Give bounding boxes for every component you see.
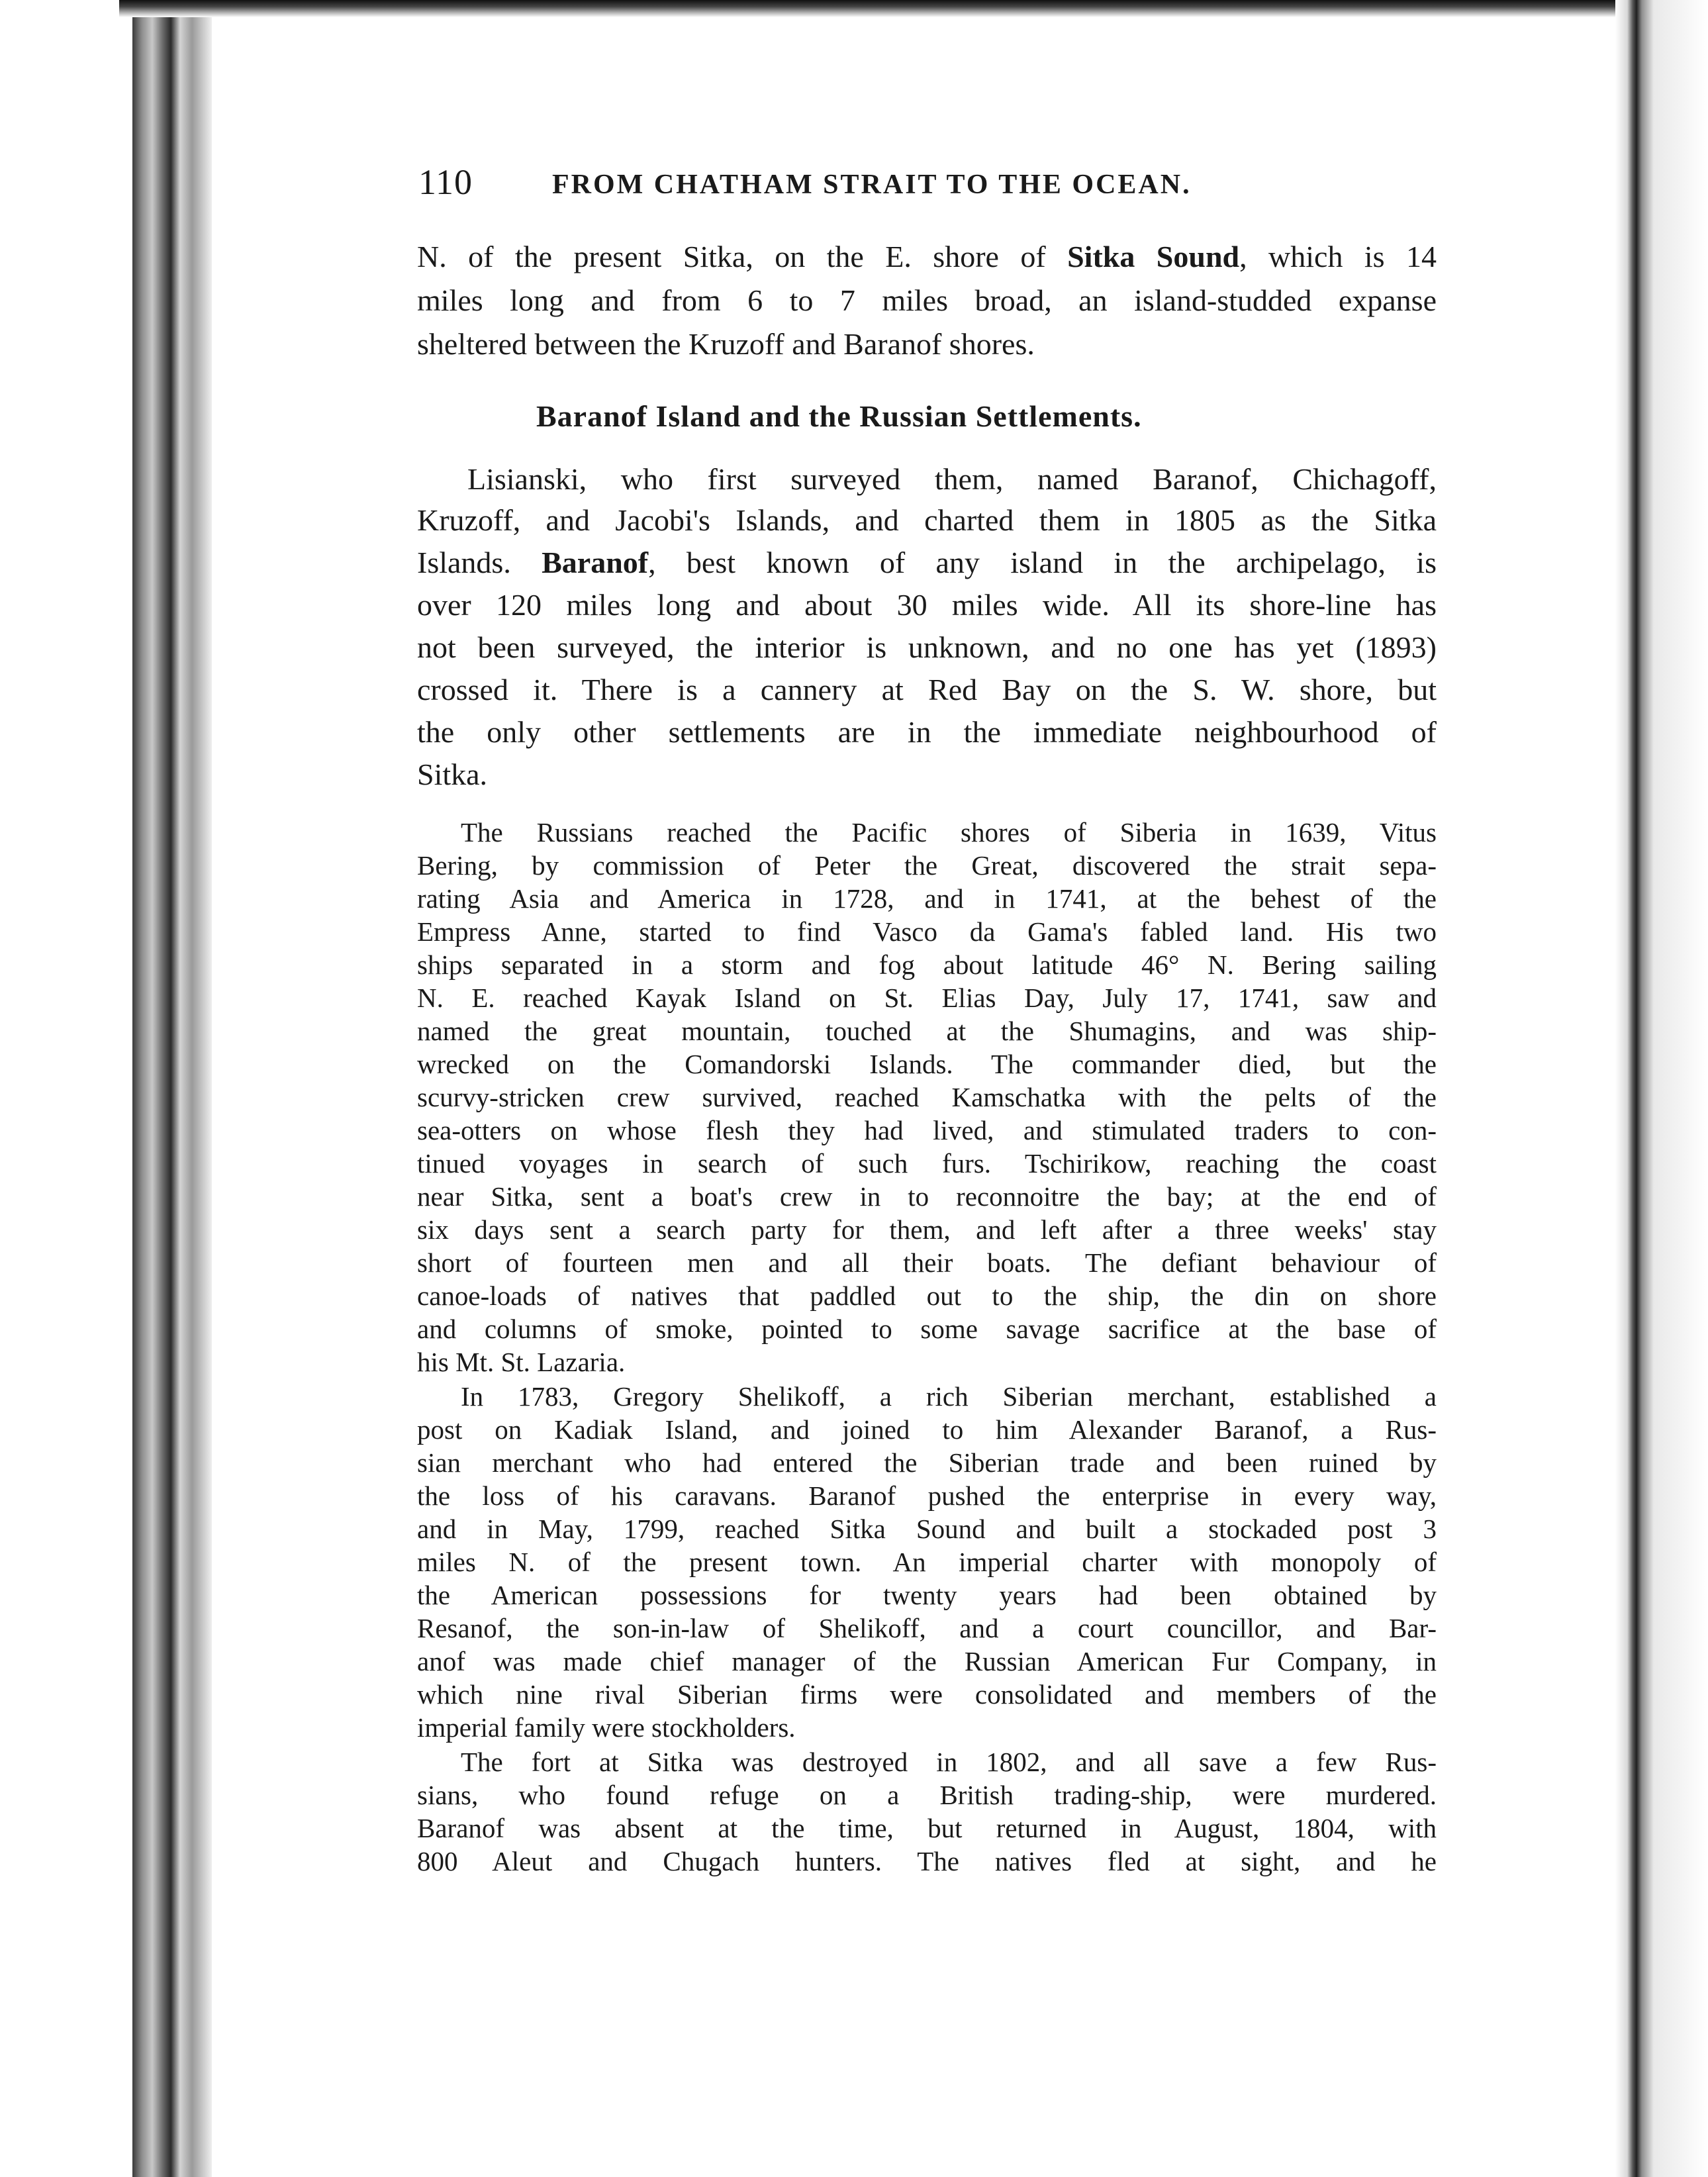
text-line: wrecked on the Comandorski Islands. The commander died, but the — [417, 1049, 1437, 1079]
text-line: the loss of his caravans. Baranof pushed the enterprise in every way, — [417, 1480, 1437, 1511]
text-line: the only other settlements are in the immediate neighbourhood of — [417, 715, 1437, 749]
text-line: miles long and from 6 to 7 miles broad, an island-studded expanse — [417, 283, 1437, 317]
text-line: miles N. of the present town. An imperial charter with monopoly of — [417, 1547, 1437, 1577]
text-line: sheltered between the Kruzoff and Baranof shores. — [417, 327, 1035, 361]
text-line: sian merchant who had entered the Siberian trade and been ruined by — [417, 1447, 1437, 1478]
text-line: and in May, 1799, reached Sitka Sound and built a stockaded post 3 — [417, 1514, 1437, 1544]
text-line: the American possessions for twenty years had been obtained by — [417, 1580, 1437, 1610]
text-line: rating Asia and America in 1728, and in 1741, at the behest of the — [417, 883, 1437, 914]
text-line: tinued voyages in search of such furs. Tschirikow, reaching the coast — [417, 1148, 1437, 1179]
text-line: canoe-loads of natives that paddled out to the ship, the din on shore — [417, 1281, 1437, 1311]
text-line: Kruzoff, and Jacobi's Islands, and charted them in 1805 as the Sitka — [417, 503, 1437, 537]
running-title: FROM CHATHAM STRAIT TO THE OCEAN. — [552, 169, 1192, 200]
text-line: N. E. reached Kayak Island on St. Elias Day, July 17, 1741, saw and — [417, 983, 1437, 1013]
text-line: named the great mountain, touched at the Shumagins, and was ship- — [417, 1016, 1437, 1046]
text-line: his Mt. St. Lazaria. — [417, 1347, 626, 1377]
text-line: post on Kadiak Island, and joined to him Alexander Baranof, a Rus- — [417, 1414, 1437, 1445]
text-line: Resanof, the son-in-law of Shelikoff, and a court councillor, and Bar- — [417, 1613, 1437, 1643]
text-line: The Russians reached the Pacific shores of Siberia in 1639, Vitus — [461, 817, 1437, 847]
text-line: near Sitka, sent a boat's crew in to reconnoitre the bay; at the end of — [417, 1181, 1437, 1212]
text-line: which nine rival Siberian firms were consolidated and members of the — [417, 1679, 1437, 1710]
text-line: Islands. Baranof, best known of any island in the archipelago, is — [417, 546, 1437, 579]
page-header — [418, 159, 1339, 205]
text-line: Sitka. — [417, 757, 488, 791]
text-line: sea-otters on whose flesh they had lived, and stimulated traders to con- — [417, 1115, 1437, 1145]
text-line: The fort at Sitka was destroyed in 1802, and all save a few Rus- — [461, 1747, 1437, 1777]
text-line: Baranof was absent at the time, but returned in August, 1804, with — [417, 1813, 1437, 1843]
text-line: crossed it. There is a cannery at Red Bay on the S. W. shore, but — [417, 673, 1437, 706]
text-line: anof was made chief manager of the Russian American Fur Company, in — [417, 1646, 1437, 1676]
text-line: In 1783, Gregory Shelikoff, a rich Siberian merchant, established a — [461, 1381, 1437, 1412]
text-line: scurvy-stricken crew survived, reached Kamschatka with the pelts of the — [417, 1082, 1437, 1112]
text-line: imperial family were stockholders. — [417, 1712, 796, 1743]
section-heading: Baranof Island and the Russian Settlements. — [536, 399, 1142, 433]
text-line: N. of the present Sitka, on the E. shore of Sitka Sound, which is 14 — [417, 240, 1437, 273]
text-line: over 120 miles long and about 30 miles wide. All its shore-line has — [417, 588, 1437, 622]
page-number: 110 — [418, 162, 473, 202]
text-line: Lisianski, who first surveyed them, named Baranof, Chichagoff, — [467, 462, 1437, 496]
text-line: Empress Anne, started to find Vasco da Gama's fabled land. His two — [417, 916, 1437, 947]
text-line: six days sent a search party for them, and left after a three weeks' stay — [417, 1214, 1437, 1245]
text-line: ships separated in a storm and fog about latitude 46° N. Bering sailing — [417, 949, 1437, 980]
text-line: short of fourteen men and all their boats. The defiant behaviour of — [417, 1247, 1437, 1278]
text-line: and columns of smoke, pointed to some savage sacrifice at the base of — [417, 1314, 1437, 1344]
text-line: not been surveyed, the interior is unknown, and no one has yet (1893) — [417, 630, 1437, 664]
text-line: 800 Aleut and Chugach hunters. The natives fled at sight, and he — [417, 1846, 1437, 1876]
text-line: Bering, by commission of Peter the Great, discovered the strait sepa- — [417, 850, 1437, 881]
text-line: sians, who found refuge on a British trading-ship, were murdered. — [417, 1780, 1437, 1810]
